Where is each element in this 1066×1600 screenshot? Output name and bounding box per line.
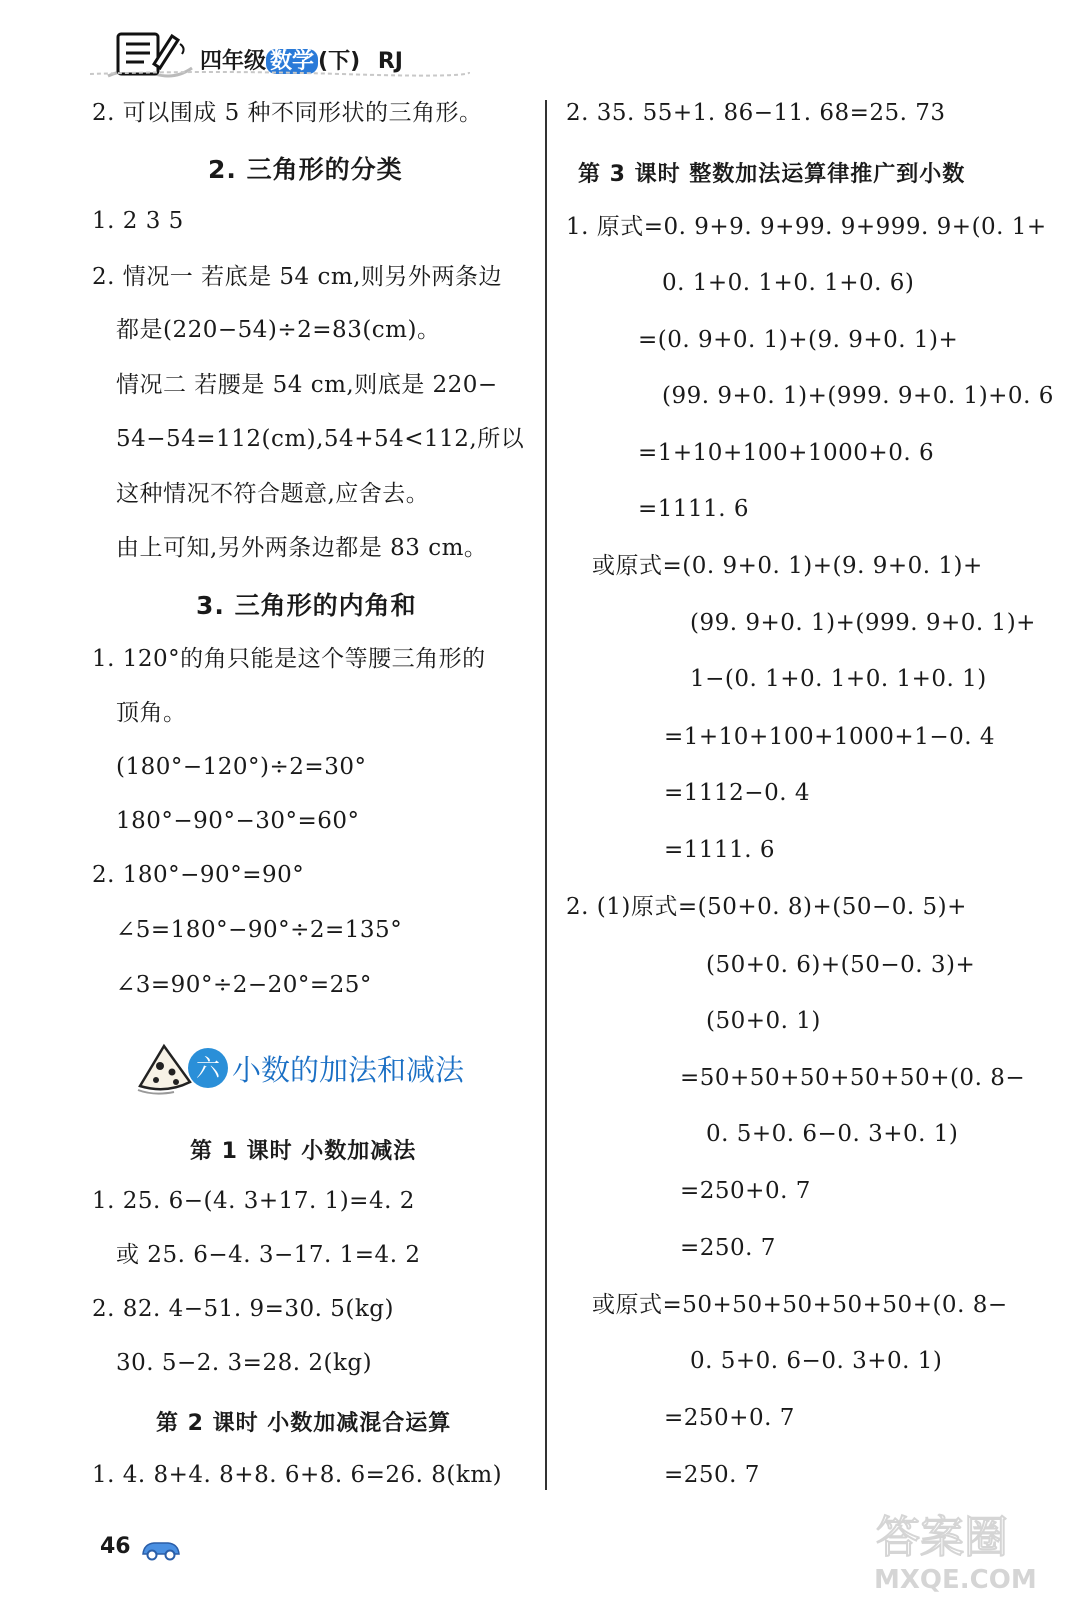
answer-line: 或 25. 6−4. 3−17. 1=4. 2 [116,1242,421,1268]
answer-line: ∠5=180°−90°÷2=135° [116,917,403,943]
answer-line: =1111. 6 [664,837,776,863]
car-icon [140,1536,182,1562]
answer-line: =(0. 9+0. 1)+(9. 9+0. 1)+ [638,327,959,353]
answer-line: 1−(0. 1+0. 1+0. 1+0. 1) [690,666,987,692]
answer-line: 2. 可以围成 5 种不同形状的三角形。 [92,100,483,126]
answer-line: =1111. 6 [638,496,750,522]
answer-line: =1+10+100+1000+1−0. 4 [664,724,995,750]
answer-line: 或原式=50+50+50+50+50+(0. 8− [592,1292,1008,1318]
watermark-text: 答案圈 [876,1512,1008,1563]
answer-line: 1. 原式=0. 9+9. 9+99. 9+999. 9+(0. 1+ [566,214,1047,240]
answer-line: 180°−90°−30°=60° [116,808,360,834]
column-divider [545,100,547,1490]
answer-line: 0. 1+0. 1+0. 1+0. 6) [662,270,915,296]
answer-line: 1. 2 3 5 [92,208,184,234]
answer-line: 这种情况不符合题意,应舍去。 [116,481,430,507]
lesson-heading: 第 3 课时 整数加法运算律推广到小数 [578,162,966,187]
watermark-url: MXQE.COM [874,1565,1037,1595]
answer-line: 30. 5−2. 3=28. 2(kg) [116,1350,373,1376]
answer-line: (99. 9+0. 1)+(999. 9+0. 1)+ [690,610,1036,636]
header-grade: 四年级 [200,49,267,74]
answer-line: 由上可知,另外两条边都是 83 cm。 [116,535,488,561]
answer-line: =250. 7 [664,1462,760,1488]
lesson-heading: 第 1 课时 小数加减法 [190,1139,417,1164]
answer-line: 2. (1)原式=(50+0. 8)+(50−0. 5)+ [566,894,967,920]
chapter-number: 六 [188,1048,228,1088]
header-underline [90,68,470,78]
answer-line: 1. 120°的角只能是这个等腰三角形的 [92,646,486,672]
answer-line: =1+10+100+1000+0. 6 [638,440,935,466]
page-number: 46 [100,1534,131,1559]
watermark-logo [870,1500,1055,1595]
answer-line: 都是(220−54)÷2=83(cm)。 [116,317,441,343]
header-edition: RJ [377,49,403,74]
answer-line: 0. 5+0. 6−0. 3+0. 1) [690,1348,943,1374]
section-heading: 2. 三角形的分类 [208,155,403,184]
answer-line: (180°−120°)÷2=30° [116,754,367,780]
answer-line: 2. 180°−90°=90° [92,862,305,888]
chapter-title: 小数的加法和减法 [232,1053,465,1087]
answer-line: =1112−0. 4 [664,780,810,806]
answer-line: =50+50+50+50+50+(0. 8− [680,1065,1026,1091]
answer-line: ∠3=90°÷2−20°=25° [116,972,372,998]
answer-line: 1. 25. 6−(4. 3+17. 1)=4. 2 [92,1188,415,1214]
answer-line: (99. 9+0. 1)+(999. 9+0. 1)+0. 6 [662,383,1054,409]
answer-line: 情况二 若腰是 54 cm,则底是 220− [116,372,498,398]
header-subject: 数学 [266,49,318,74]
answer-line: 1. 4. 8+4. 8+8. 6+8. 6=26. 8(km) [92,1462,503,1488]
answer-line: 2. 35. 55+1. 86−11. 68=25. 73 [566,100,946,126]
answer-line: =250. 7 [680,1235,776,1261]
answer-line: 2. 情况一 若底是 54 cm,则另外两条边 [92,264,502,290]
answer-line: 或原式=(0. 9+0. 1)+(9. 9+0. 1)+ [592,553,983,579]
section-heading: 3. 三角形的内角和 [196,591,417,620]
answer-line: 54−54=112(cm),54+54<112,所以 [116,426,525,452]
answer-line: (50+0. 6)+(50−0. 3)+ [706,952,976,978]
header-volume: (下) [318,49,361,74]
answer-line: 2. 82. 4−51. 9=30. 5(kg) [92,1296,394,1322]
answer-line: 0. 5+0. 6−0. 3+0. 1) [706,1121,959,1147]
answer-line: 顶角。 [116,700,187,726]
lesson-heading: 第 2 课时 小数加减混合运算 [156,1411,452,1436]
answer-line: (50+0. 1) [706,1008,821,1034]
answer-line: =250+0. 7 [664,1405,795,1431]
pizza-mascot-icon [134,1042,196,1096]
answer-line: =250+0. 7 [680,1178,811,1204]
